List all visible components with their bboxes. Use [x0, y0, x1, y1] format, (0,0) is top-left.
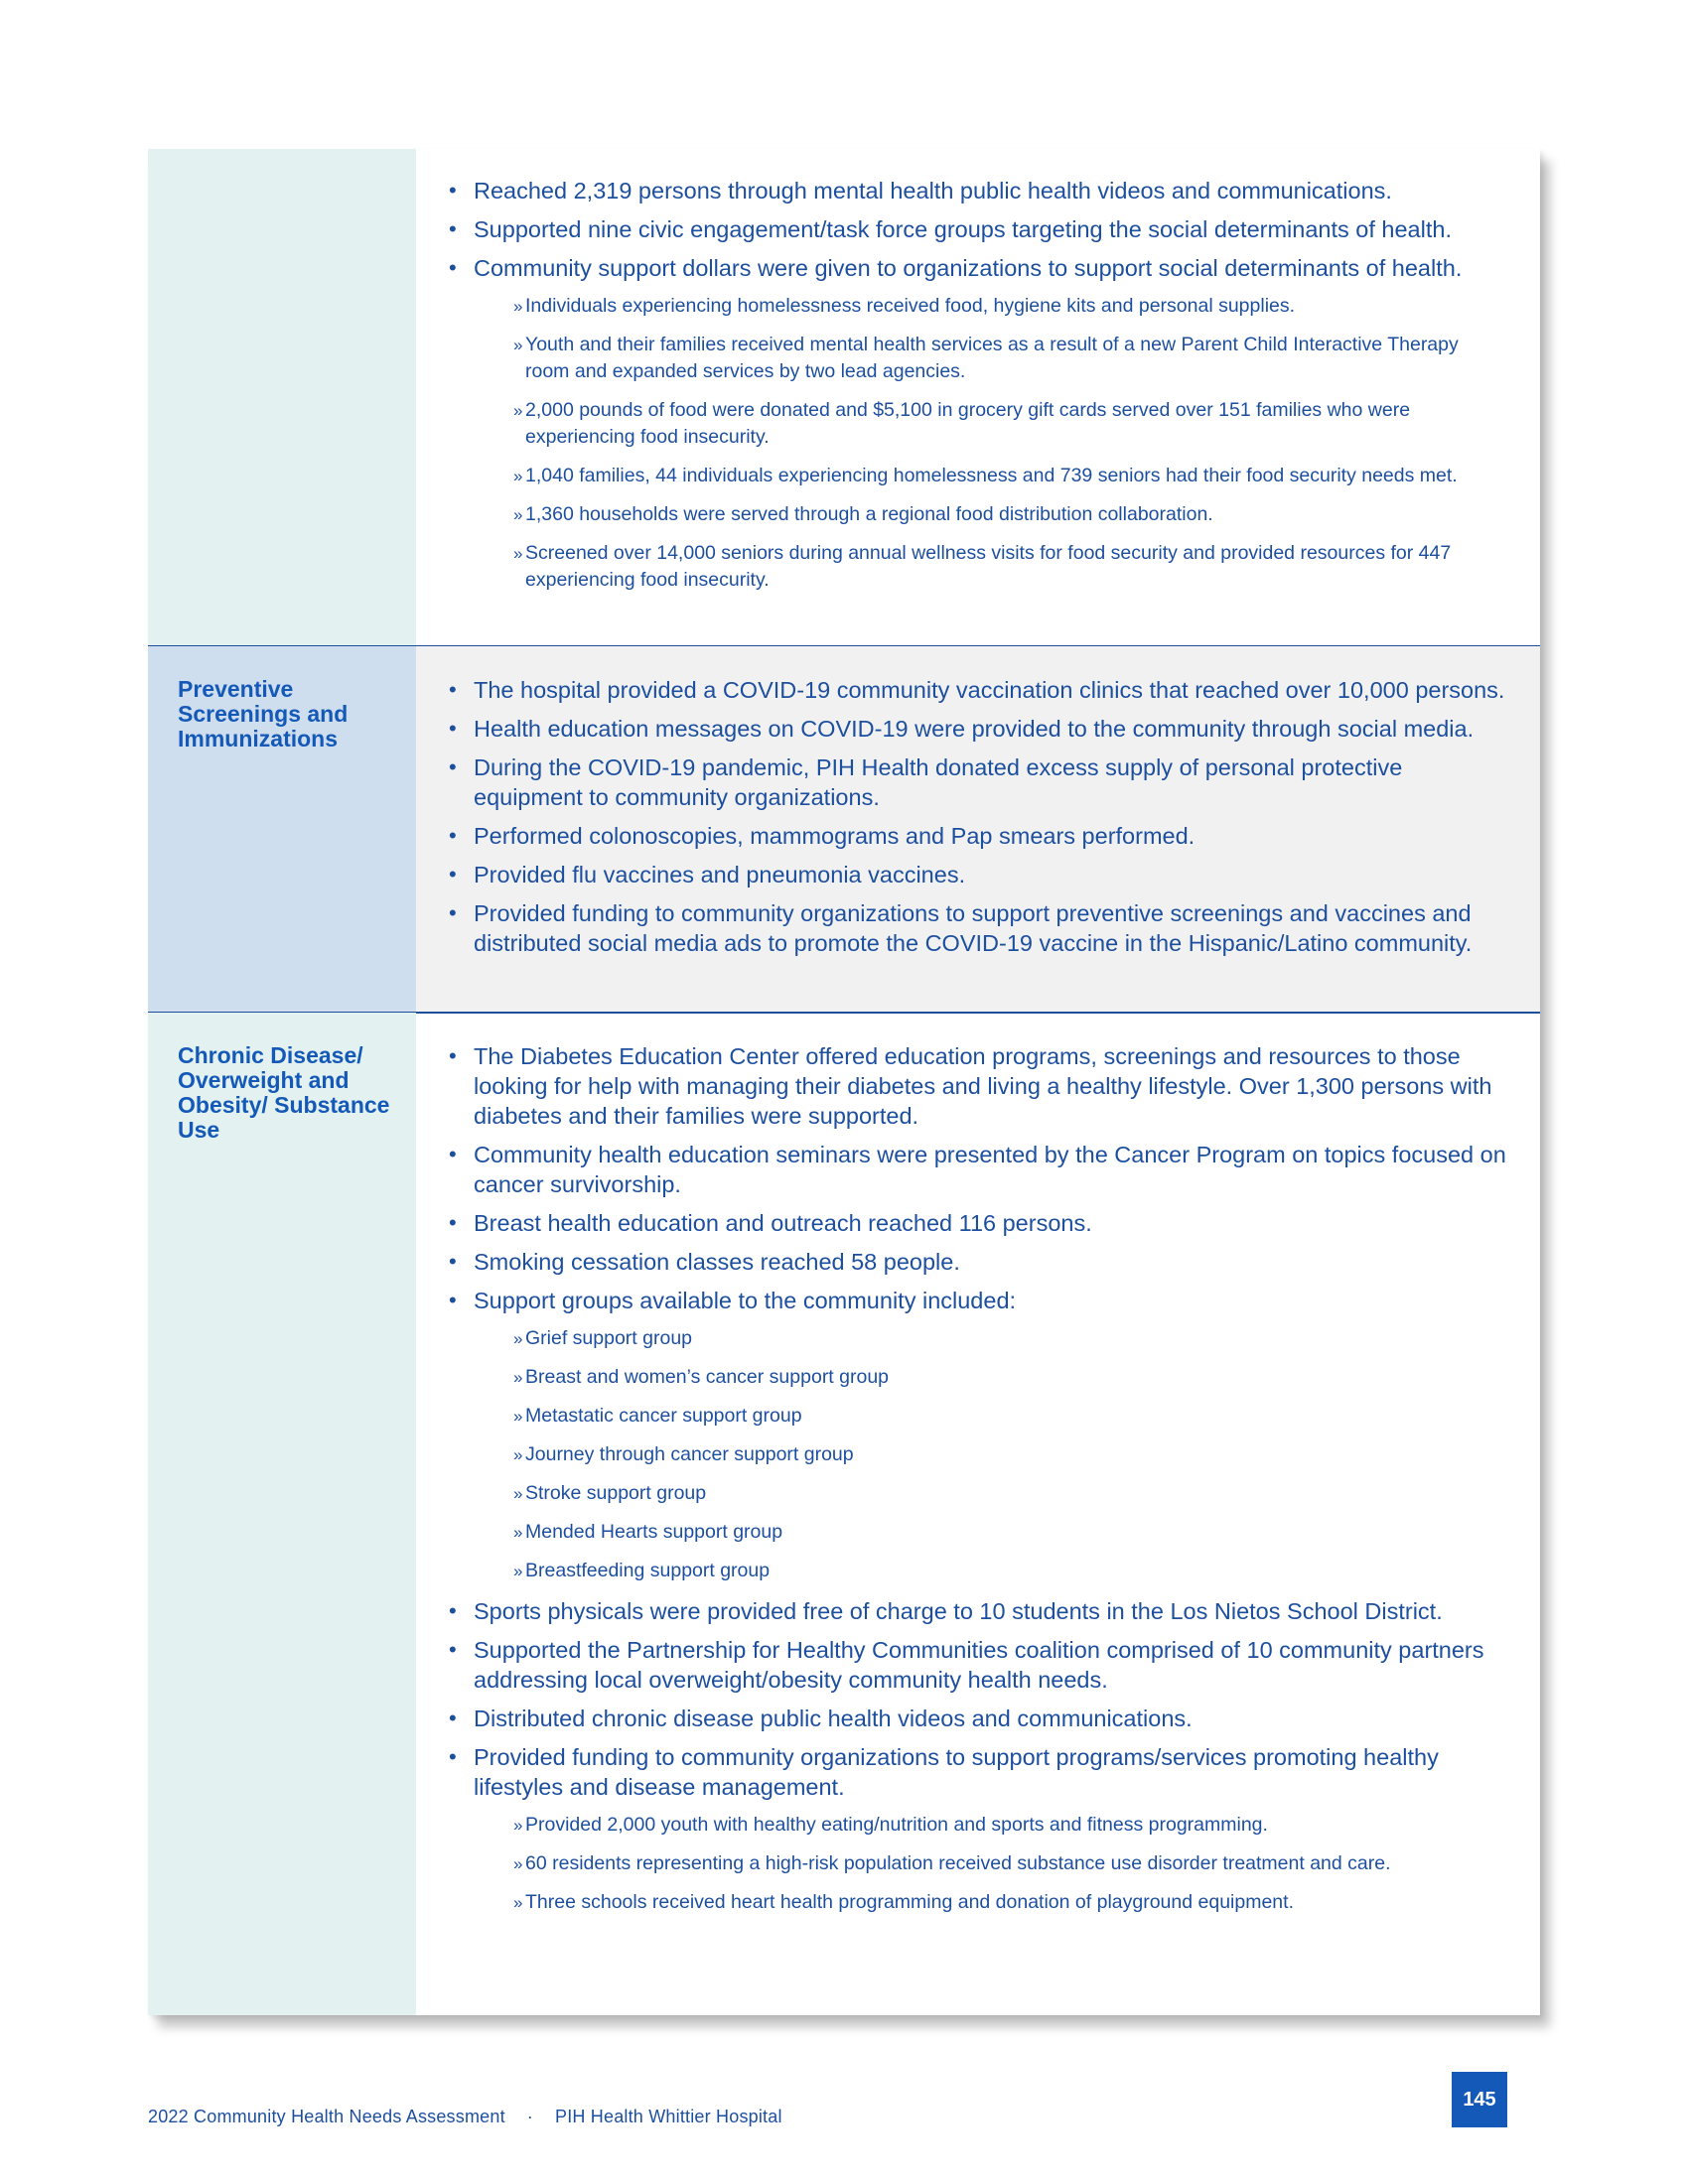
bullet-item: [474, 1208, 1540, 1238]
bullet-text: Distributed chronic disease public health videos and communications.: [474, 1706, 1193, 1731]
bullet-text: Supported the Partnership for Healthy Communities coalition comprised of 10 community partners addressing local overweight/obesity community health needs.: [474, 1637, 1484, 1693]
sub-bullet-list: [513, 293, 1516, 594]
sub-bullet-item: » Screened over 14,000 seniors during annual wellness visits for food security and provided resources for 447 experiencing food insecurity.: [513, 540, 1516, 594]
sub-bullet-item: » 1,040 families, 44 individuals experiencing homelessness and 739 seniors had their food security needs met.: [513, 463, 1516, 489]
section-body: [416, 149, 1540, 646]
sub-bullet-item: » Grief support group: [513, 1325, 1516, 1352]
sub-bullet-item: » Youth and their families received mental health services as a result of a new Parent Child Interactive Therapy room and expanded services by two lead agencies.: [513, 332, 1516, 385]
bullet-item: [474, 860, 1540, 889]
footer-report-title: 2022 Community Health Needs Assessment: [148, 2107, 505, 2126]
bullet-item: [474, 821, 1540, 851]
bullet-item: [474, 1286, 1540, 1584]
section-row-social-determinants: [148, 149, 1540, 646]
category-heading: Chronic Disease/ Overweight and Obesity/ Substance Use: [178, 1042, 390, 1143]
page-number-badge: 145: [1452, 2072, 1507, 2127]
sub-bullet-item: » Provided 2,000 youth with healthy eating/nutrition and sports and fitness programming.: [513, 1812, 1516, 1839]
bullet-text: Provided funding to community organizations to support programs/services promoting healthy lifestyles and disease management.: [474, 1744, 1439, 1800]
category-column: [148, 149, 416, 646]
sub-bullet-item: » 1,360 households were served through a regional food distribution collaboration.: [513, 501, 1516, 528]
bullet-item: [474, 714, 1540, 744]
sub-bullet-item: » Journey through cancer support group: [513, 1441, 1516, 1468]
bullet-text: Support groups available to the community included:: [474, 1288, 1017, 1313]
bullet-item: [474, 1041, 1540, 1131]
sub-bullet-item: » Stroke support group: [513, 1480, 1516, 1507]
bullet-text: The Diabetes Education Center offered education programs, screenings and resources to those looking for help with managing their diabetes and living a healthy lifestyle. Over 1,300 persons with diabetes and their families were supported.: [474, 1043, 1492, 1129]
bullet-text: Health education messages on COVID-19 were provided to the community through social media.: [474, 716, 1475, 742]
sub-bullet-item: » 60 residents representing a high-risk population received substance use disorder treatment and care.: [513, 1850, 1516, 1877]
page-footer: [148, 2107, 782, 2127]
bullet-text: Performed colonoscopies, mammograms and Pap smears performed.: [474, 823, 1196, 849]
sub-bullet-item: » Breast and women’s cancer support group: [513, 1364, 1516, 1391]
bullet-item: [474, 898, 1540, 958]
sub-bullet-list: [513, 1325, 1516, 1584]
bullet-list: [416, 176, 1540, 594]
bullet-item: [474, 1140, 1540, 1199]
bullet-text: Provided funding to community organizations to support preventive screenings and vaccines and distributed social media ads to promote the COVID-19 vaccine in the Hispanic/Latino community.: [474, 900, 1473, 956]
content-table: [148, 149, 1540, 2015]
bullet-text: Supported nine civic engagement/task force groups targeting the social determinants of health.: [474, 216, 1452, 242]
bullet-item: [474, 675, 1540, 705]
bullet-text: Community health education seminars were presented by the Cancer Program on topics focused on cancer survivorship.: [474, 1142, 1506, 1197]
bullet-item: [474, 253, 1540, 594]
bullet-text: Reached 2,319 persons through mental health public health videos and communications.: [474, 178, 1392, 204]
bullet-item: [474, 752, 1540, 812]
category-heading: Preventive Screenings and Immunizations: [178, 676, 349, 751]
sub-bullet-list: [513, 1812, 1516, 1916]
bullet-text: The hospital provided a COVID-19 community vaccination clinics that reached over 10,000 persons.: [474, 677, 1505, 703]
footer-separator: ·: [526, 2107, 533, 2126]
bullet-item: [474, 1635, 1540, 1695]
sub-bullet-item: » Breastfeeding support group: [513, 1558, 1516, 1584]
footer-hospital-name: PIH Health Whittier Hospital: [554, 2107, 782, 2126]
bullet-list: [416, 1041, 1540, 1916]
sub-bullet-item: » 2,000 pounds of food were donated and $5,100 in grocery gift cards served over 151 families who were experiencing food insecurity.: [513, 397, 1516, 451]
section-row-chronic-disease: [148, 1013, 1540, 2015]
bullet-item: [474, 176, 1540, 205]
bullet-text: Sports physicals were provided free of charge to 10 students in the Los Nietos School District.: [474, 1598, 1443, 1624]
sub-bullet-item: » Three schools received heart health programming and donation of playground equipment.: [513, 1889, 1516, 1916]
bullet-item: [474, 214, 1540, 244]
bullet-text: Provided flu vaccines and pneumonia vaccines.: [474, 862, 966, 887]
section-body: [416, 646, 1540, 1013]
category-column: [148, 646, 416, 1013]
sub-bullet-item: » Individuals experiencing homelessness received food, hygiene kits and personal supplies.: [513, 293, 1516, 320]
bullet-text: Breast health education and outreach reached 116 persons.: [474, 1210, 1092, 1236]
sub-bullet-item: » Metastatic cancer support group: [513, 1403, 1516, 1430]
bullet-text: Community support dollars were given to organizations to support social determinants of health.: [474, 255, 1463, 281]
sub-bullet-item: » Mended Hearts support group: [513, 1519, 1516, 1546]
bullet-item: [474, 1742, 1540, 1916]
bullet-list: [416, 675, 1540, 958]
section-row-preventive: [148, 646, 1540, 1013]
category-column: [148, 1013, 416, 2015]
bullet-item: [474, 1247, 1540, 1277]
bullet-item: [474, 1704, 1540, 1733]
bullet-text: During the COVID-19 pandemic, PIH Health donated excess supply of personal protective equipment to community organizations.: [474, 754, 1403, 810]
bullet-text: Smoking cessation classes reached 58 people.: [474, 1249, 960, 1275]
section-body: [416, 1013, 1540, 2015]
bullet-item: [474, 1596, 1540, 1626]
